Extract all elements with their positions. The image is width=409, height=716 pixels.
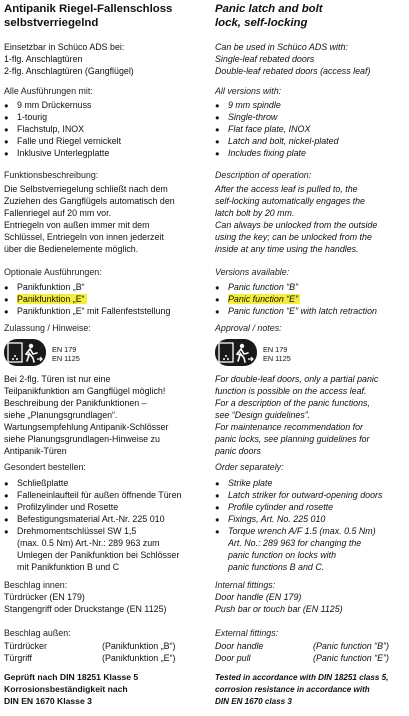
function-text: Zuziehen des Gangflügels automatisch den <box>4 196 175 206</box>
function-text: self-locking automatically engages the <box>215 196 365 206</box>
highlight-mark: Panikfunktion „E“ <box>17 294 85 304</box>
approval-text: Wartungsempfehlung Antipanik-Schlösser <box>4 422 169 432</box>
function-text: After the access leaf is pulled to, the <box>215 184 358 194</box>
list-item: ● 9 mm Drückernuss <box>4 100 91 111</box>
list-item-continuation: Art. No.: 289 963 for changing the <box>228 538 362 548</box>
intro-line: Can be used in Schüco ADS with: <box>215 42 348 52</box>
inner-fitting: Stangengriff oder Druckstange (EN 1125) <box>4 604 167 614</box>
versions-heading: All versions with: <box>215 86 282 96</box>
approval-text: Beschreibung der Panikfunktionen – <box>4 398 147 408</box>
approval-text: Antipanik-Türen <box>4 446 67 456</box>
list-item: ● Single-throw <box>215 112 277 123</box>
list-item: ● Falleneinlaufteil für außen öffnende Türen <box>4 490 181 501</box>
list-item: ● Strike plate <box>215 478 272 489</box>
order-heading: Gesondert bestellen: <box>4 462 86 472</box>
function-text: Fallenriegel auf 20 mm vor. <box>4 208 112 218</box>
approval-text: Bei 2-flg. Türen ist nur eine <box>4 374 111 384</box>
list-item-continuation: panic function on locks with <box>228 550 337 560</box>
intro-line: Double-leaf rebated doors (access leaf) <box>215 66 371 76</box>
list-item: ● Schließplatte <box>4 478 68 489</box>
optional-heading: Versions available: <box>215 267 290 277</box>
list-item: ● Includes fixing plate <box>215 148 306 159</box>
intro-line: 1-flg. Anschlagtüren <box>4 54 83 64</box>
emergency-exit-icon <box>215 339 257 366</box>
approval-text: Teilpanikfunktion am Gangflügel möglich! <box>4 386 166 396</box>
function-text: using the key; can be unlocked from the <box>215 232 372 242</box>
approval-text: function is possible on the access leaf. <box>215 386 367 396</box>
function-heading: Description of operation: <box>215 170 312 180</box>
inner-fitting: Door handle (EN 179) <box>215 592 302 602</box>
function-heading: Funktionsbeschreibung: <box>4 170 99 180</box>
list-item-continuation: mit Panikfunktion B und C <box>17 562 120 572</box>
title-line-2: lock, self-locking <box>215 17 308 29</box>
approval-text: panic doors <box>215 446 261 456</box>
footer-line: DIN EN 1670 class 3 <box>215 697 292 706</box>
list-item: ● Panic function “E” with latch retraction <box>215 306 377 317</box>
approval-text: siehe „Planungsgrundlagen“. <box>4 410 118 420</box>
approval-heading: Approval / notes: <box>215 323 282 333</box>
list-item-highlighted <box>4 294 87 305</box>
list-item: ● Torque wrench A/F 1.5 (max. 0.5 Nm) <box>215 526 376 537</box>
title-line-1: Antipanik Riegel-Fallenschloss <box>4 3 173 15</box>
title-line-1: Panic latch and bolt <box>215 3 323 15</box>
highlight-mark: Panic function “E” <box>228 294 299 304</box>
outer-fitting-note: (Panikfunktion „E“) <box>102 653 176 663</box>
outer-fitting-item: Door handle <box>215 641 264 651</box>
footer-line: Korrosionsbeständigkeit nach <box>4 684 128 694</box>
list-item: ● Flat face plate, INOX <box>215 124 310 135</box>
list-item: ● 1-tourig <box>4 112 47 123</box>
list-item: ● Befestigungsmaterial Art.-Nr. 225 010 <box>4 514 165 525</box>
list-item-continuation: Umlegen der Panikfunktion bei Schlösser <box>17 550 180 560</box>
standard-label: EN 1125 <box>52 354 80 363</box>
outer-fittings-heading: External fittings: <box>215 628 279 638</box>
outer-fitting-item: Türdrücker <box>4 641 47 651</box>
inner-fitting: Push bar or touch bar (EN 1125) <box>215 604 343 614</box>
approval-text: For double-leaf doors, only a partial panic <box>215 374 379 384</box>
approval-heading: Zulassung / Hinweise: <box>4 323 91 333</box>
list-item-highlighted <box>215 294 300 305</box>
order-heading: Order separately: <box>215 462 284 472</box>
list-item: ● Latch and bolt, nickel-plated <box>215 136 339 147</box>
list-item: ● Panikfunktion „B“ <box>4 282 85 293</box>
outer-fitting-note: (Panic function “E”) <box>313 653 389 663</box>
outer-fitting-item: Türgriff <box>4 653 32 663</box>
list-item: ● Flachstulp, INOX <box>4 124 84 135</box>
function-text: Entriegeln von außen immer mit dem <box>4 220 150 230</box>
approval-text: siehe Planungsgrundlagen-Hinweise zu <box>4 434 160 444</box>
list-item: ● Profile cylinder and rosette <box>215 502 333 513</box>
function-text: latch bolt by 20 mm. <box>215 208 295 218</box>
list-item: ● Panikfunktion „E“ mit Fallenfeststellung <box>4 306 170 317</box>
intro-line: Einsetzbar in Schüco ADS bei: <box>4 42 125 52</box>
function-text: Can always be unlocked from the outside <box>215 220 378 230</box>
outer-fitting-note: (Panic function “B”) <box>313 641 389 651</box>
inner-fittings-heading: Internal fittings: <box>215 580 276 590</box>
footer-line: DIN EN 1670 Klasse 3 <box>4 696 92 706</box>
list-item: ● Drehmomentschlüssel SW 1,5 <box>4 526 136 537</box>
list-item-continuation: (max. 0.5 Nm) Art.-Nr.: 289 963 zum <box>17 538 160 548</box>
list-item: ● Inklusive Unterlegplatte <box>4 148 109 159</box>
standard-label: EN 1125 <box>263 354 291 363</box>
function-text: inside at any time using the handles. <box>215 244 359 254</box>
outer-fitting-note: (Panikfunktion „B“) <box>102 641 176 651</box>
list-item-continuation: panic functions B and C. <box>228 562 325 572</box>
emergency-exit-icon <box>4 339 46 366</box>
intro-line: 2-flg. Anschlagtüren (Gangflügel) <box>4 66 134 76</box>
optional-heading: Optionale Ausführungen: <box>4 267 102 277</box>
standard-label: EN 179 <box>52 345 77 354</box>
footer-line: corrosion resistance in accordance with <box>215 685 370 694</box>
title-line-2: selbstverriegelnd <box>4 17 99 29</box>
footer-line: Tested in accordance with DIN 18251 class 5, <box>215 673 389 682</box>
list-item: ● Latch striker for outward-opening doors <box>215 490 382 501</box>
list-item: ● Panic function “B” <box>215 282 298 293</box>
approval-text: see “Design guidelines”. <box>215 410 311 420</box>
intro-line: Single-leaf rebated doors <box>215 54 315 64</box>
list-item: ● 9 mm spindle <box>215 100 281 111</box>
list-item: ● Fixings, Art. No. 225 010 <box>215 514 325 525</box>
inner-fitting: Türdrücker (EN 179) <box>4 592 85 602</box>
function-text: über die Bedienelemente möglich. <box>4 244 139 254</box>
outer-fittings-heading: Beschlag außen: <box>4 628 71 638</box>
list-item: ● Falle und Riegel vernickelt <box>4 136 121 147</box>
footer-line: Geprüft nach DIN 18251 Klasse 5 <box>4 672 139 682</box>
approval-text: For a description of the panic functions, <box>215 398 370 408</box>
approval-text: panic locks, see planning guidelines for <box>215 434 370 444</box>
versions-heading: Alle Ausführungen mit: <box>4 86 93 96</box>
standard-label: EN 179 <box>263 345 288 354</box>
inner-fittings-heading: Beschlag innen: <box>4 580 68 590</box>
function-text: Die Selbstverriegelung schließt nach dem <box>4 184 168 194</box>
function-text: Schlüssel, Entriegeln von innen jederzeit <box>4 232 164 242</box>
approval-text: For maintenance recommendation for <box>215 422 363 432</box>
outer-fitting-item: Door pull <box>215 653 251 663</box>
list-item: ● Profilzylinder und Rosette <box>4 502 118 513</box>
